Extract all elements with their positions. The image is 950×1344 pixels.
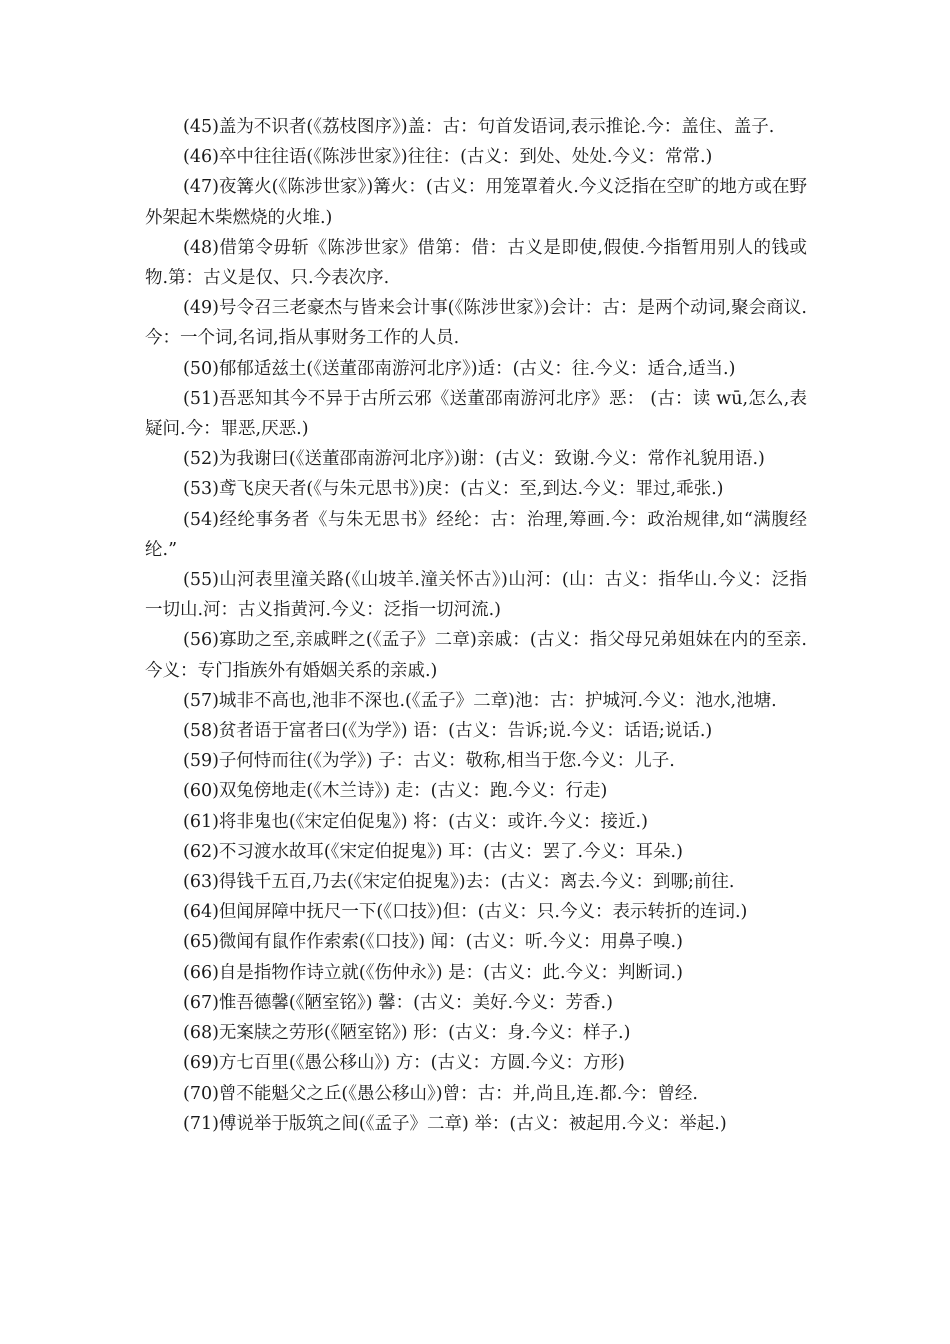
entry-58: (58)贫者语于富者曰(《为学》) 语：(古义：告诉;说.今义：话语;说话.) [183, 721, 713, 742]
entry-53: (53)鸢飞戾天者(《与朱元思书》)戾：(古义：至,到达.今义：罪过,乖张.) [183, 479, 724, 500]
entry-71: (71)傅说举于版筑之间(《孟子》二章) 举：(古义：被起用.今义：举起.) [183, 1113, 727, 1134]
entry-48: (48)借第令毋斩《陈涉世家》借第：借：古义是即使,假使.今指暂用别人的钱或物.第：古义是仅、只.今表次序. [145, 237, 807, 289]
entry-52: (52)为我谢曰(《送董邵南游河北序》)谢：(古义：致谢.今义：常作礼貌用语.) [183, 449, 765, 470]
entry-67: (67)惟吾德馨(《陋室铭》) 馨：(古义：美好.今义：芳香.) [183, 992, 613, 1013]
entry-60: (60)双兔傍地走(《木兰诗》) 走：(古义：跑.今义：行走) [183, 781, 608, 802]
entry-64: (64)但闻屏障中抚尺一下(《口技》)但：(古义：只.今义：表示转折的连词.) [183, 902, 748, 923]
entry-65: (65)微闻有鼠作作索索(《口技》) 闻：(古义：听.今义：用鼻子嗅.) [183, 932, 683, 953]
entry-51: (51)吾恶知其今不异于古所云邪《送董邵南游河北序》恶： (古：读 wū,怎么,表疑问.今：罪恶,厌恶.) [145, 388, 807, 440]
entry-55: (55)山河表里潼关路(《山坡羊.潼关怀古》)山河：(山：古义：指华山.今义：泛指一切山.河：古义指黄河.今义：泛指一切河流.) [145, 570, 807, 621]
entry-66: (66)自是指物作诗立就(《伤仲永》) 是：(古义：此.今义：判断词.) [183, 962, 683, 983]
entry-62: (62)不习渡水故耳(《宋定伯捉鬼》) 耳：(古义：罢了.今义：耳朵.) [183, 841, 683, 862]
entry-45: (45)盖为不识者(《荔枝图序》)盖：古：句首发语词,表示推论.今：盖住、盖子. [183, 117, 775, 137]
entry-70: (70)曾不能魁父之丘(《愚公移山》)曾：古：并,尚且,连.都.今：曾经. [183, 1083, 698, 1104]
entry-54: (54)经纶事务者《与朱无思书》经纶：古：治理,筹画.今：政治规律,如“满腹经纶.” [145, 509, 807, 560]
document-page [145, 112, 807, 1139]
entry-56: (56)寡助之至,亲戚畔之(《孟子》二章)亲戚：(古义：指父母兄弟姐妹在内的至亲.今义：专门指族外有婚姻关系的亲戚.) [145, 630, 807, 681]
entry-49: (49)号令召三老豪杰与皆来会计事(《陈涉世家》)会计：古：是两个动词,聚会商议.今：一个词,名词,指从事财务工作的人员. [145, 298, 807, 349]
entry-57: (57)城非不高也,池非不深也.(《孟子》二章)池：古：护城河.今义：池水,池塘. [183, 690, 777, 711]
entry-63: (63)得钱千五百,乃去(《宋定伯捉鬼》)去：(古义：离去.今义：到哪;前往. [183, 872, 735, 893]
entry-69: (69)方七百里(《愚公移山》) 方：(古义：方圆.今义：方形) [183, 1053, 625, 1074]
entry-46: (46)卒中往往语(《陈涉世家》)往往：(古义：到处、处处.今义：常常.) [183, 147, 713, 168]
entry-68: (68)无案牍之劳形(《陋室铭》) 形：(古义：身.今义：样子.) [183, 1023, 631, 1044]
entry-47: (47)夜篝火(《陈涉世家》)篝火：(古义：用笼罩着火.今义泛指在空旷的地方或在野外架起木柴燃烧的火堆.) [145, 177, 807, 228]
entry-50: (50)郁郁适兹土(《送董邵南游河北序》)适：(古义：往.今义：适合,适当.) [183, 358, 736, 379]
entry-61: (61)将非鬼也(《宋定伯促鬼》) 将：(古义：或许.今义：接近.) [183, 811, 648, 832]
entry-59: (59)子何恃而往(《为学》) 子：古义：敬称,相当于您.今义：儿子. [183, 751, 675, 772]
